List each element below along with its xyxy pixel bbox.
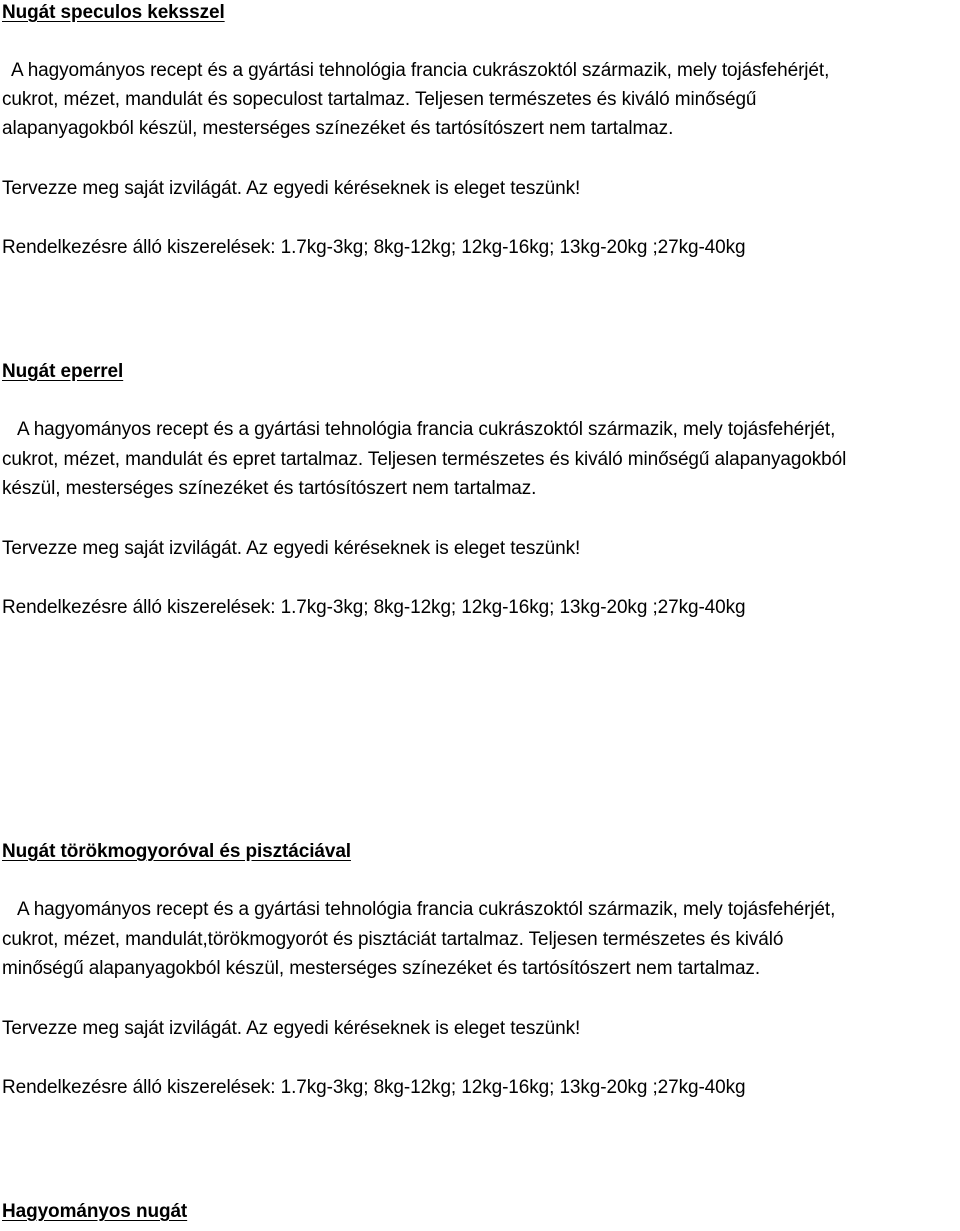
description-line: A hagyományos recept és a gyártási tehnológia francia cukrászoktól származik, mely tojásfehérjét, <box>11 60 830 81</box>
description-line: A hagyományos recept és a gyártási tehnológia francia cukrászoktól származik, mely tojásfehérjét, <box>17 419 836 440</box>
sizes-text: Rendelkezésre álló kiszerelések: 1.7kg-3kg; 8kg-12kg; 12kg-16kg; 13kg-20kg ;27kg-40kg <box>2 1077 746 1098</box>
section-title: Nugát eperrel <box>2 361 124 382</box>
description-line: A hagyományos recept és a gyártási tehnológia francia cukrászoktól származik, mely tojásfehérjét, <box>17 899 836 920</box>
section-title: Nugát speculos keksszel <box>2 2 225 23</box>
section-title: Hagyományos nugát <box>2 1201 188 1222</box>
description-line: készül, mesterséges színezéket és tartósítószert nem tartalmaz. <box>2 478 537 499</box>
description-line: cukrot, mézet, mandulát és sopeculost tartalmaz. Teljesen természetes és kiváló minőségű <box>2 89 757 110</box>
design-note: Tervezze meg saját izvilágát. Az egyedi kéréseknek is eleget teszünk! <box>2 1018 581 1039</box>
design-note: Tervezze meg saját izvilágát. Az egyedi kéréseknek is eleget teszünk! <box>2 538 581 559</box>
sizes-text: Rendelkezésre álló kiszerelések: 1.7kg-3kg; 8kg-12kg; 12kg-16kg; 13kg-20kg ;27kg-40kg <box>2 597 746 618</box>
sizes-text: Rendelkezésre álló kiszerelések: 1.7kg-3kg; 8kg-12kg; 12kg-16kg; 13kg-20kg ;27kg-40kg <box>2 237 746 258</box>
description-line: cukrot, mézet, mandulát és epret tartalmaz. Teljesen természetes és kiváló minőségű alapanyagokból <box>2 449 847 470</box>
description-line: cukrot, mézet, mandulát,törökmogyorót és pisztáciát tartalmaz. Teljesen természetes és kiváló <box>2 929 784 950</box>
description-line: minőségű alapanyagokból készül, mesterséges színezéket és tartósítószert nem tartalmaz. <box>2 958 761 979</box>
section-title: Nugát törökmogyoróval és pisztáciával <box>2 841 351 862</box>
design-note: Tervezze meg saját izvilágát. Az egyedi kéréseknek is eleget teszünk! <box>2 178 581 199</box>
description-line: alapanyagokból készül, mesterséges színezéket és tartósítószert nem tartalmaz. <box>2 118 674 139</box>
